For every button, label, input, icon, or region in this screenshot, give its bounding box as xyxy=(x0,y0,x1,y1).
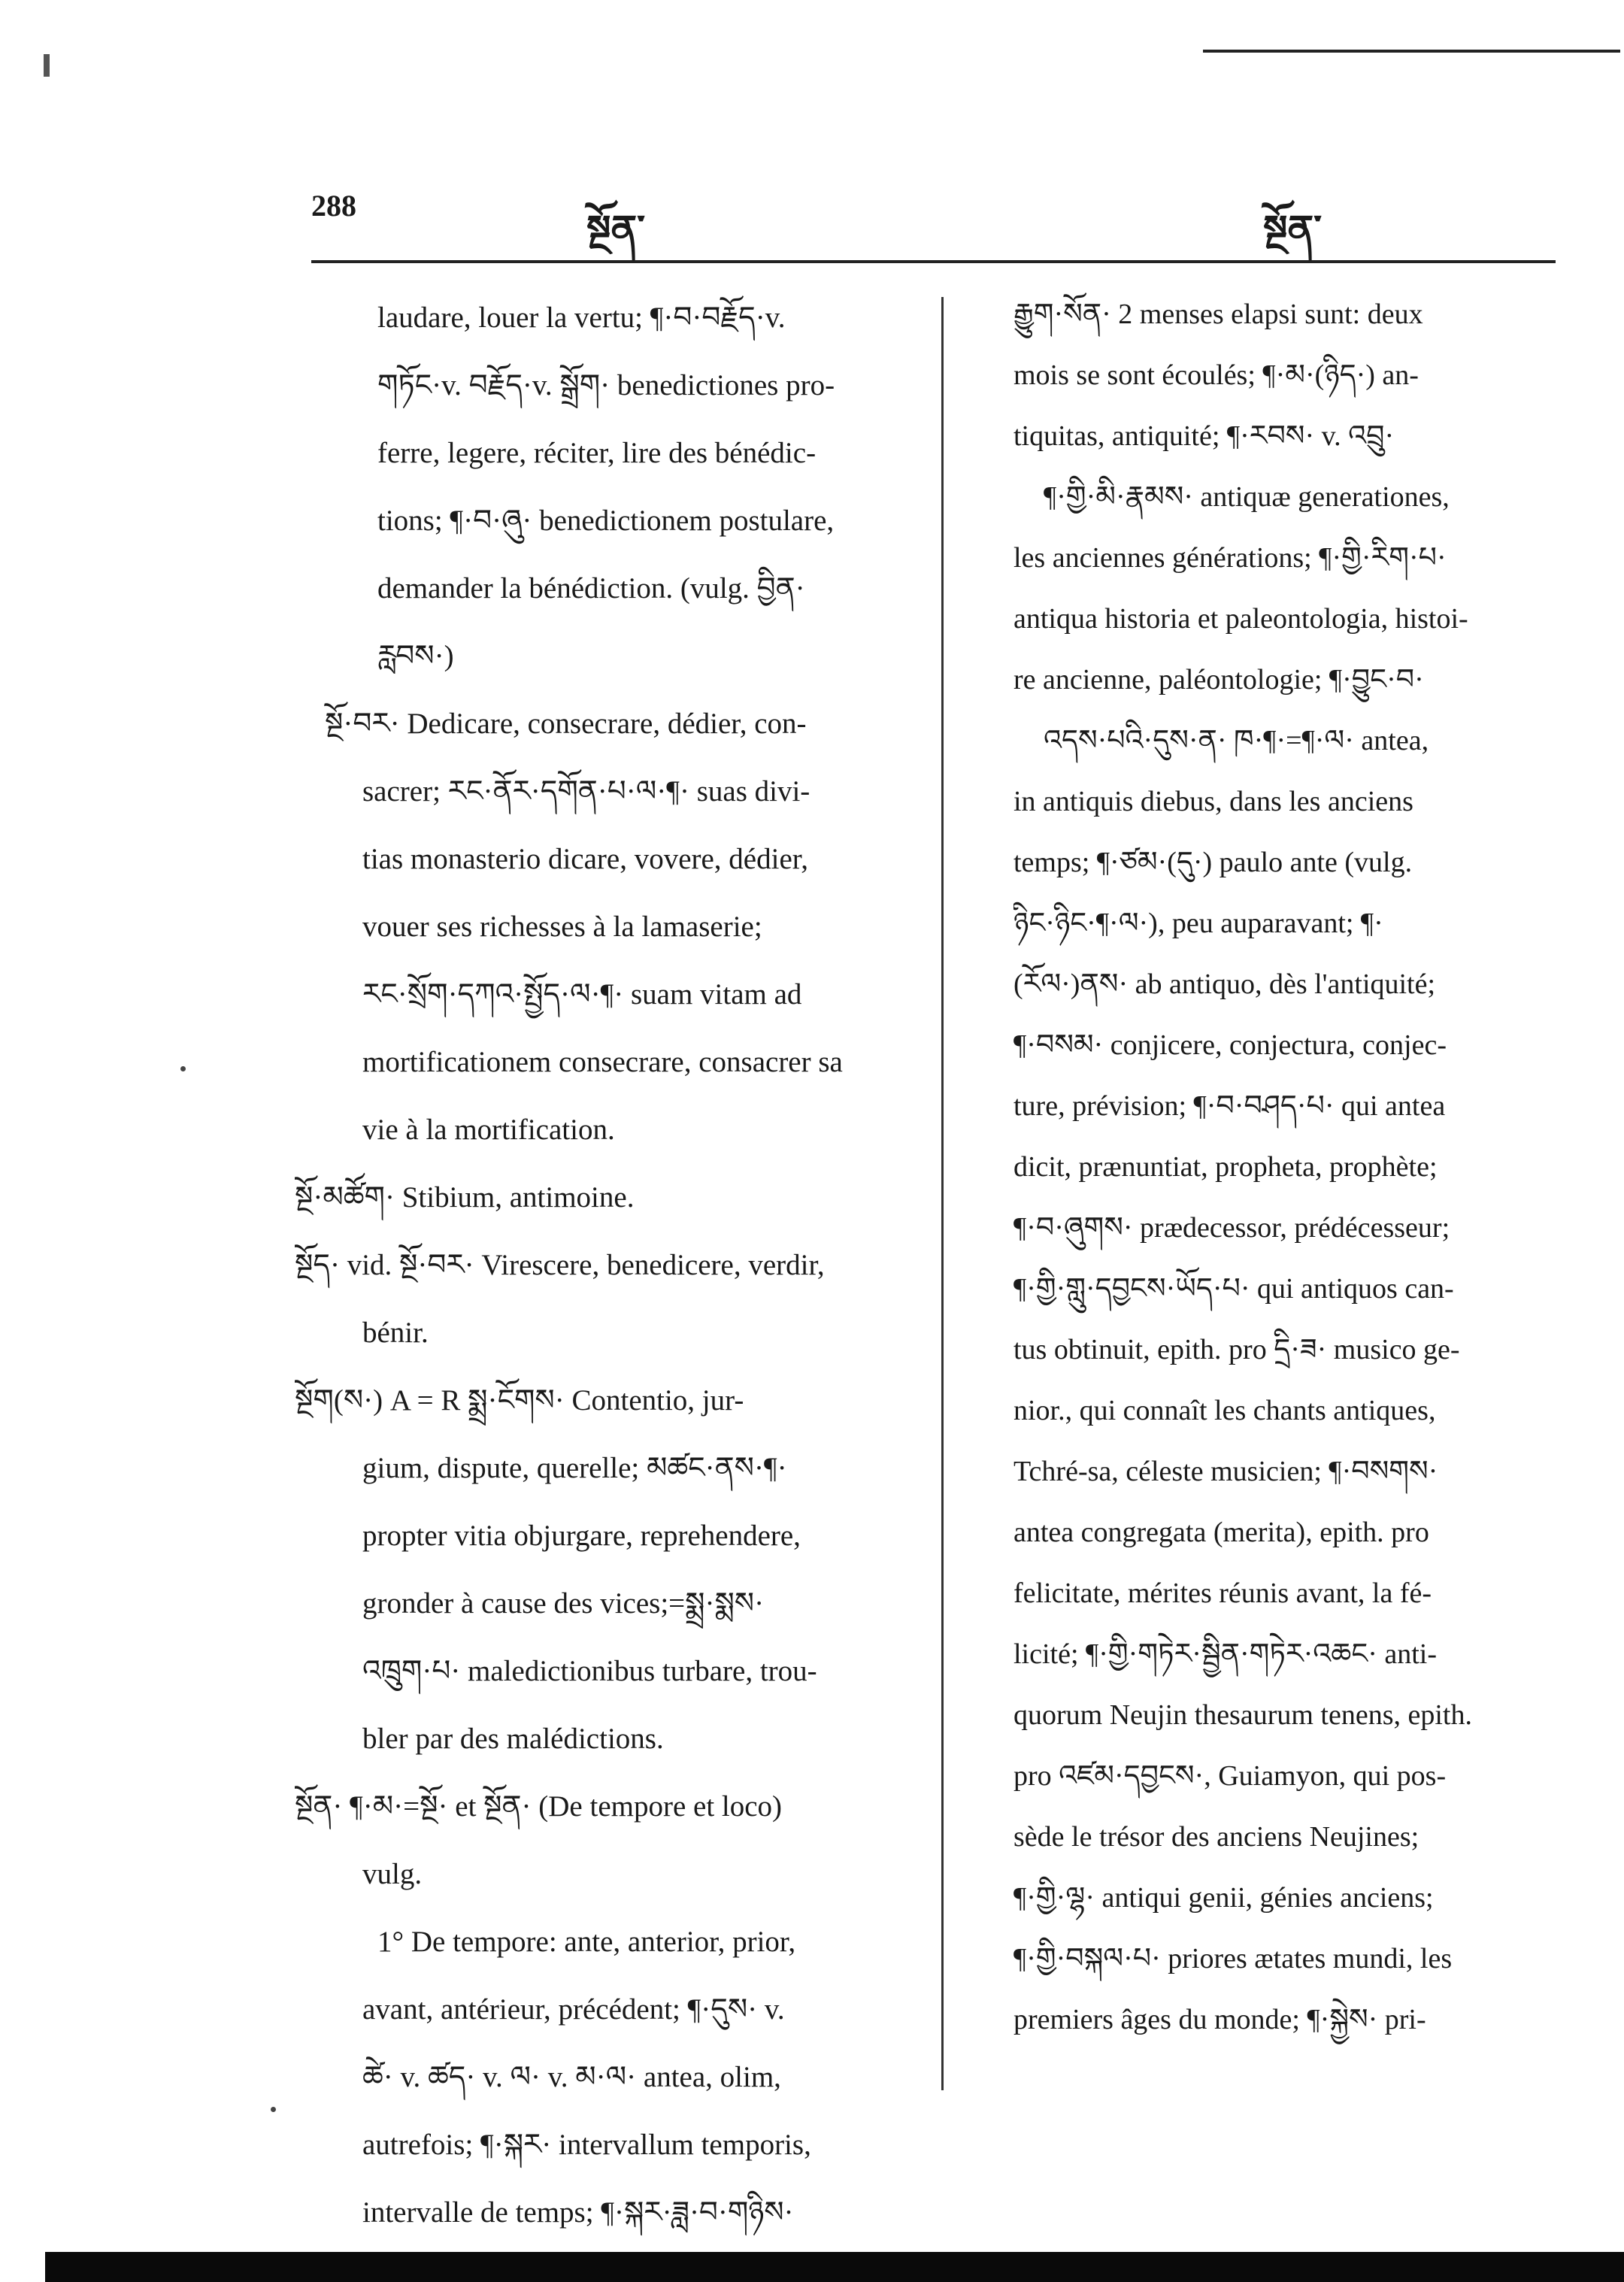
text-line: intervalle de temps; ¶·སྐར·ཟླ·བ·གཉིས· xyxy=(362,2196,794,2229)
text-line: temps; ¶·ཙམ·(དུ·) paulo ante (vulg. xyxy=(1013,847,1413,878)
page-edge-mark xyxy=(44,54,50,77)
text-line: re ancienne, paléontologie; ¶·བྱུང·བ· xyxy=(1013,664,1424,696)
text-line: gronder à cause des vices;=སྨྲ·སྨས· xyxy=(362,1587,765,1620)
entry-headword-line: སྔོ·མཚོག· Stibium, antimoine. xyxy=(295,1181,635,1214)
text-line: ¶·གྱི·བསྐལ·པ· priores ætates mundi, les xyxy=(1013,1943,1453,1974)
text-line: tions; ¶·བ·ཞུ· benedictionem postulare, xyxy=(377,505,835,537)
text-line: vie à la mortification. xyxy=(362,1114,615,1146)
text-line: mortificationem consecrare, consacrer sa xyxy=(362,1046,843,1078)
running-headword-right: སྔོན་ xyxy=(1263,208,1323,253)
text-line: autrefois; ¶·སྐར· intervallum temporis, xyxy=(362,2129,811,2161)
left-column xyxy=(295,284,925,2247)
header-rule xyxy=(311,260,1556,263)
text-line: demander la bénédiction. (vulg. བྱིན· xyxy=(377,572,805,605)
text-line: རྒྱུག·སོན· 2 menses elapsi sunt: deux xyxy=(1013,299,1423,330)
text-line: antea congregata (merita), epith. pro xyxy=(1013,1517,1429,1548)
text-line: ¶·བ·ཞུགས· prædecessor, prédécesseur; xyxy=(1013,1212,1450,1244)
text-line: ture, prévision; ¶·བ·བཤད·པ· qui antea xyxy=(1013,1090,1446,1122)
text-line: ¶·གྱི·ལྷ· antiqui genii, génies anciens; xyxy=(1013,1882,1434,1914)
text-line: sacrer; རང·ནོར·དགོན·པ·ལ·¶· suas divi- xyxy=(362,775,810,808)
top-edge-rule xyxy=(1203,50,1620,53)
text-line: antiqua historia et paleontologia, histoi- xyxy=(1013,603,1468,635)
text-line: ཚེ· v. ཚད· v. ལ· v. མ·ལ· antea, olim, xyxy=(362,2061,781,2093)
text-line: ferre, legere, réciter, lire des bénédic- xyxy=(377,437,817,469)
entry-headword-line: སྔོག(ས·) A = R སྨྲ·ངོགས· Contentio, jur- xyxy=(295,1384,744,1417)
text-line: bler par des malédictions. xyxy=(362,1723,664,1755)
text-line: in antiquis diebus, dans les anciens xyxy=(1013,786,1413,817)
text-line: vulg. xyxy=(362,1858,423,1890)
text-line: laudare, louer la vertu; ¶·བ·བརྗོད·v. xyxy=(377,302,786,334)
text-line: (རོལ·)ནས· ab antiquo, dès l'antiquité; xyxy=(1013,968,1436,1000)
text-line: felicitate, mérites réunis avant, la fé- xyxy=(1013,1577,1432,1609)
text-line: tias monasterio dicare, vovere, dédier, xyxy=(362,843,808,875)
text-line: bénir. xyxy=(362,1317,429,1349)
page-number: 288 xyxy=(311,189,356,223)
text-line: dicit, prænuntiat, propheta, prophète; xyxy=(1013,1151,1438,1183)
running-headword-left: སྔོན་ xyxy=(586,208,646,253)
text-line: tus obtinuit, epith. pro དྲི·ཟ· musico ge- xyxy=(1013,1334,1460,1365)
entry-headword-line: སྔོན· ¶·མ·=སྔོ· et སྔོན· (De tempore et loco) xyxy=(295,1790,783,1823)
text-line: les anciennes générations; ¶·གྱི·རིག·པ· xyxy=(1013,542,1447,574)
text-line: avant, antérieur, précédent; ¶·དུས· v. xyxy=(362,1993,785,2026)
entry-headword-line: སྔོད· vid. སྔོ·བར· Virescere, benedicere, verdir, xyxy=(295,1249,825,1281)
text-line: pro འཛམ·དབྱངས·, Guiamyon, qui pos- xyxy=(1013,1760,1447,1792)
text-line: རླབས·) xyxy=(377,640,454,672)
text-line: sède le trésor des anciens Neujines; xyxy=(1013,1821,1419,1853)
scan-speck xyxy=(180,1066,186,1071)
text-line: གཏོང·v. བརྗོད·v. སྒྲོག· benedictiones pro- xyxy=(377,369,835,402)
text-line: འཁྲུག·པ· maledictionibus turbare, trou- xyxy=(362,1655,817,1687)
text-line: nior., qui connaît les chants antiques, xyxy=(1013,1395,1436,1426)
text-line: vouer ses richesses à la lamaserie; xyxy=(362,911,762,943)
scan-bottom-edge xyxy=(45,2252,1624,2282)
text-line: འདས·པའི·དུས·ན· ཁ·¶·=¶·ལ· antea, xyxy=(1044,725,1429,756)
text-line: ¶·བསམ· conjicere, conjectura, conjec- xyxy=(1013,1029,1447,1061)
column-divider xyxy=(941,297,944,2090)
text-line: licité; ¶·གྱི·གཏེར·སྦྱིན·གཏེར·འཆང· anti- xyxy=(1013,1638,1437,1670)
text-line: gium, dispute, querelle; མཚང·ནས·¶· xyxy=(362,1452,787,1484)
text-line: Tchré-sa, céleste musicien; ¶·བསགས· xyxy=(1013,1456,1438,1487)
text-line: ཉིང·ཉིང·¶·ལ·), peu auparavant; ¶· xyxy=(1013,908,1383,939)
entry-headword-line: སྔོ·བར· Dedicare, consecrare, dédier, con- xyxy=(325,708,807,740)
right-column xyxy=(1013,284,1579,2050)
text-line: mois se sont écoulés; ¶·མ·(ཉིད·) an- xyxy=(1013,359,1419,391)
text-line: propter vitia objurgare, reprehendere, xyxy=(362,1520,801,1552)
text-line: premiers âges du monde; ¶·སྐྱེས· pri- xyxy=(1013,2004,1426,2035)
text-line: ¶·གྱི·གླུ·དབྱངས·ཡོད·པ· qui antiquos can- xyxy=(1013,1273,1454,1305)
text-line: quorum Neujin thesaurum tenens, epith. xyxy=(1013,1699,1472,1731)
text-line: tiquitas, antiquité; ¶·རབས· v. འབྲུ· xyxy=(1013,420,1395,452)
scan-speck xyxy=(271,2107,276,2112)
text-line: 1° De tempore: ante, anterior, prior, xyxy=(377,1926,796,1958)
text-line: ¶·གྱི·མི·རྣམས· antiquæ generationes, xyxy=(1044,481,1450,513)
text-line: རང·སྲོག·དཀའ·སྤྱོད·ལ·¶· suam vitam ad xyxy=(362,978,802,1011)
